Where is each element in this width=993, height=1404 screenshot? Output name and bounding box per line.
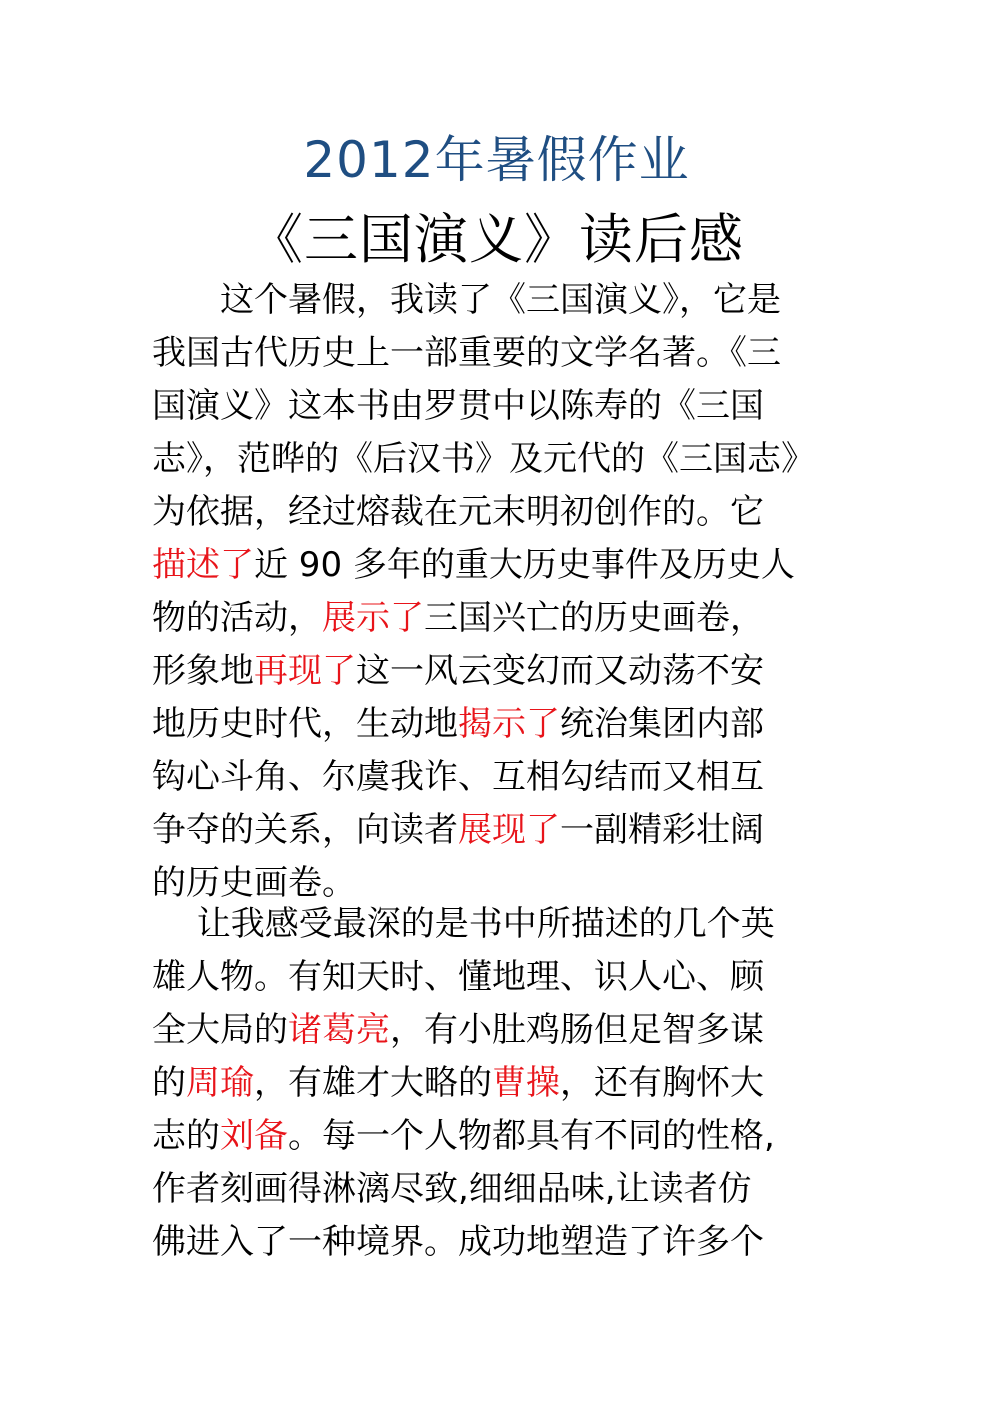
text-line xyxy=(152,1216,842,1269)
text-segment: 地历史时代，生动地 xyxy=(152,704,458,744)
text-segment: 争夺的关系，向读者 xyxy=(152,810,458,850)
text-segment: 为依据，经过熔裁在元末明初创作的。它 xyxy=(152,492,764,532)
text-segment: 一副精彩壮阔 xyxy=(560,810,764,850)
text-segment: 的 xyxy=(152,1063,186,1103)
text-segment: 物的活动， xyxy=(152,598,322,638)
document-title-year: 2012年暑假作业 xyxy=(303,131,690,189)
text-segment: 志》，范晔的《后汉书》及元代的《三国志》 xyxy=(152,439,815,479)
hero-name-zhou-yu: 周瑜 xyxy=(186,1063,254,1103)
text-line xyxy=(152,433,842,486)
highlighted-verb: 展示了 xyxy=(322,598,424,638)
paragraph-heroes xyxy=(152,898,842,1269)
text-line xyxy=(152,898,842,951)
text-line xyxy=(152,804,842,857)
text-line xyxy=(152,539,842,592)
text-segment: ，还有胸怀大 xyxy=(560,1063,764,1103)
text-segment: 统治集团内部 xyxy=(560,704,764,744)
hero-name-cao-cao: 曹操 xyxy=(492,1063,560,1103)
highlighted-verb: 再现了 xyxy=(254,651,356,691)
text-segment: 这一风云变幻而又动荡不安 xyxy=(356,651,764,691)
text-segment: 志的 xyxy=(152,1116,220,1156)
highlighted-verb: 展现了 xyxy=(458,810,560,850)
text-segment: 近 90 多年的重大历史事件及历史人 xyxy=(254,545,795,585)
text-segment: ，有雄才大略的 xyxy=(254,1063,492,1103)
text-segment: 作者刻画得淋漓尽致,细细品味,让读者仿 xyxy=(152,1169,752,1209)
text-line xyxy=(152,1110,842,1163)
text-segment: 佛进入了一种境界。成功地塑造了许多个 xyxy=(152,1222,764,1262)
text-segment: 这个暑假，我读了《三国演义》，它是 xyxy=(152,280,781,320)
highlighted-verb: 揭示了 xyxy=(458,704,560,744)
text-line xyxy=(152,1163,842,1216)
text-line xyxy=(152,1057,842,1110)
text-line xyxy=(152,1004,842,1057)
text-line xyxy=(152,751,842,804)
text-segment: 。每一个人物都具有不同的性格, xyxy=(288,1116,775,1156)
text-line xyxy=(152,327,842,380)
text-segment: 我国古代历史上一部重要的文学名著。《三 xyxy=(152,333,781,373)
document-title-book: 《三国演义》读后感 xyxy=(249,208,744,271)
paragraph-intro xyxy=(152,274,842,910)
hero-name-zhuge-liang: 诸葛亮 xyxy=(288,1010,390,1050)
text-segment: 的历史画卷。 xyxy=(152,863,356,903)
text-segment: 形象地 xyxy=(152,651,254,691)
text-line xyxy=(152,698,842,751)
text-line xyxy=(152,592,842,645)
hero-name-liu-bei: 刘备 xyxy=(220,1116,288,1156)
text-segment: 全大局的 xyxy=(152,1010,288,1050)
text-line xyxy=(152,951,842,1004)
highlighted-verb: 描述了 xyxy=(152,545,254,585)
text-line xyxy=(152,380,842,433)
text-segment: 国演义》这本书由罗贯中以陈寿的《三国 xyxy=(152,386,764,426)
text-segment: ，有小肚鸡肠但足智多谋 xyxy=(390,1010,764,1050)
text-line xyxy=(152,645,842,698)
text-segment: 钩心斗角、尔虞我诈、互相勾结而又相互 xyxy=(152,757,764,797)
text-segment: 雄人物。有知天时、懂地理、识人心、顾 xyxy=(152,957,764,997)
text-segment: 让我感受最深的是书中所描述的几个英 xyxy=(152,904,775,944)
text-line xyxy=(152,486,842,539)
text-segment: 三国兴亡的历史画卷， xyxy=(424,598,764,638)
text-line xyxy=(152,274,842,327)
